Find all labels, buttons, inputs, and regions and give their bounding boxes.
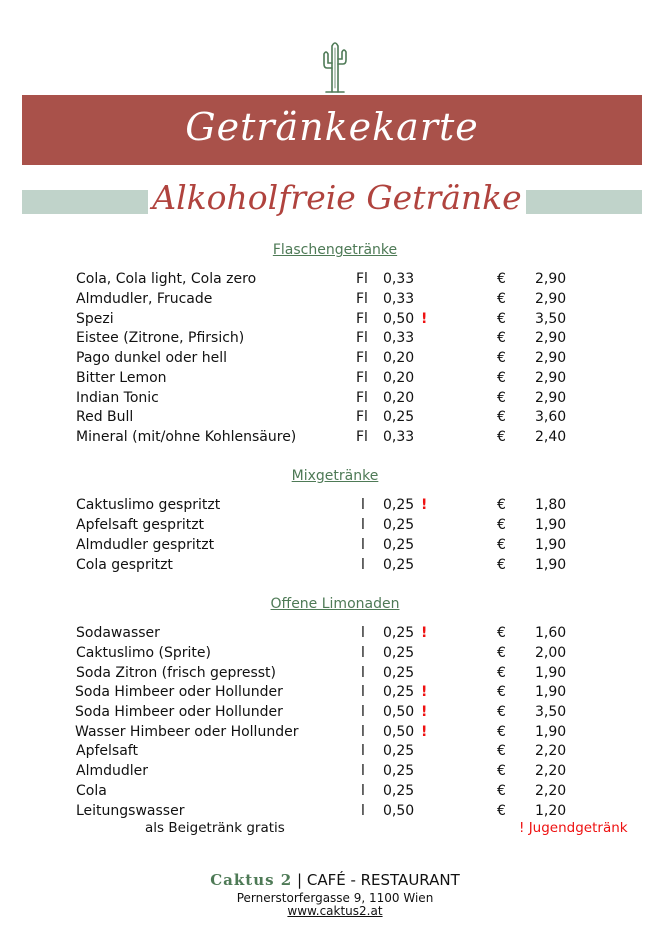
item-price: 1,60 [535, 625, 567, 641]
item-currency: € [497, 517, 506, 533]
item-volume: 0,25 [383, 684, 415, 700]
item-volume: 0,25 [383, 517, 415, 533]
item-price: 1,80 [535, 497, 567, 513]
item-currency: € [497, 783, 506, 799]
item-currency: € [497, 704, 506, 720]
item-unit: Fl [356, 311, 368, 327]
menu-row [0, 741, 670, 761]
note-youth-drink: ! Jugendgetränk [519, 820, 628, 836]
menu-row [0, 328, 670, 348]
item-volume: 0,25 [383, 625, 415, 641]
menu-row [0, 623, 670, 643]
youth-marker: ! [421, 724, 428, 740]
item-name: Soda Himbeer oder Hollunder [75, 704, 283, 720]
item-name: Almdudler, Frucade [76, 291, 213, 307]
page-subtitle: Alkoholfreie Getränke [152, 178, 522, 217]
item-volume: 0,25 [383, 743, 415, 759]
youth-marker: ! [421, 625, 428, 641]
item-currency: € [497, 684, 506, 700]
menu-row [0, 368, 670, 388]
item-currency: € [497, 803, 506, 819]
item-name: Eistee (Zitrone, Pfirsich) [76, 330, 245, 346]
section-title-flaschengetraenke: Flaschengetränke [272, 242, 398, 258]
item-name: Caktuslimo (Sprite) [76, 645, 211, 661]
item-volume: 0,25 [383, 665, 415, 681]
menu-row [0, 388, 670, 408]
menu-row [0, 722, 670, 742]
brand-tagline: CAFÉ - RESTAURANT [306, 871, 460, 889]
item-currency: € [497, 390, 506, 406]
brand-logo: Caktus 2 [210, 871, 293, 889]
section-title-offene-limonaden: Offene Limonaden [270, 596, 400, 612]
item-unit: l [361, 537, 365, 553]
footer-address: Pernerstorfergasse 9, 1100 Wien [236, 891, 434, 905]
menu-row [0, 407, 670, 427]
item-price: 2,90 [535, 350, 567, 366]
item-name: Spezi [76, 311, 114, 327]
menu-row [0, 535, 670, 555]
item-unit: Fl [356, 429, 368, 445]
item-volume: 0,25 [383, 497, 415, 513]
menu-row [0, 801, 670, 821]
title-banner [22, 95, 642, 165]
item-name: Bitter Lemon [76, 370, 167, 386]
item-name: Cola [76, 783, 107, 799]
menu-row [0, 289, 670, 309]
item-volume: 0,25 [383, 409, 415, 425]
item-name: Cola, Cola light, Cola zero [76, 271, 257, 287]
item-name: Sodawasser [76, 625, 160, 641]
item-unit: l [361, 625, 365, 641]
item-price: 2,90 [535, 370, 567, 386]
item-unit: Fl [356, 409, 368, 425]
item-currency: € [497, 271, 506, 287]
item-price: 1,90 [535, 557, 567, 573]
item-price: 3,60 [535, 409, 567, 425]
item-currency: € [497, 370, 506, 386]
menu-row [0, 761, 670, 781]
item-price: 2,20 [535, 743, 567, 759]
item-currency: € [497, 311, 506, 327]
item-volume: 0,25 [383, 763, 415, 779]
decor-bar-right [526, 190, 642, 214]
item-unit: l [361, 645, 365, 661]
item-volume: 0,20 [383, 390, 415, 406]
youth-marker: ! [421, 311, 428, 327]
item-price: 1,90 [535, 684, 567, 700]
youth-marker: ! [421, 684, 428, 700]
item-price: 2,90 [535, 291, 567, 307]
item-volume: 0,20 [383, 370, 415, 386]
item-price: 2,20 [535, 763, 567, 779]
menu-row [0, 427, 670, 447]
item-unit: l [361, 803, 365, 819]
menu-row [0, 309, 670, 329]
item-name: Cola gespritzt [76, 557, 173, 573]
menu-row [0, 663, 670, 683]
item-currency: € [497, 645, 506, 661]
item-volume: 0,50 [383, 803, 415, 819]
item-unit: Fl [356, 330, 368, 346]
item-unit: l [361, 704, 365, 720]
youth-marker: ! [421, 704, 428, 720]
youth-marker: ! [421, 497, 428, 513]
item-volume: 0,33 [383, 429, 415, 445]
page-title: Getränkekarte [185, 105, 479, 149]
item-unit: Fl [356, 271, 368, 287]
item-volume: 0,50 [383, 704, 415, 720]
item-unit: l [361, 724, 365, 740]
item-price: 2,00 [535, 645, 567, 661]
item-unit: l [361, 517, 365, 533]
item-name: Almdudler [76, 763, 149, 779]
item-price: 2,90 [535, 390, 567, 406]
item-unit: Fl [356, 370, 368, 386]
item-volume: 0,25 [383, 645, 415, 661]
menu-row [0, 555, 670, 575]
item-unit: l [361, 497, 365, 513]
item-price: 1,90 [535, 517, 567, 533]
item-currency: € [497, 724, 506, 740]
item-volume: 0,33 [383, 271, 415, 287]
item-unit: Fl [356, 291, 368, 307]
item-currency: € [497, 497, 506, 513]
item-name: Soda Himbeer oder Hollunder [75, 684, 283, 700]
item-currency: € [497, 537, 506, 553]
item-unit: l [361, 665, 365, 681]
section-title-mixgetraenke: Mixgetränke [291, 468, 379, 484]
item-name: Wasser Himbeer oder Hollunder [75, 724, 299, 740]
menu-row [0, 269, 670, 289]
item-name: Indian Tonic [76, 390, 159, 406]
item-currency: € [497, 557, 506, 573]
item-price: 2,40 [535, 429, 567, 445]
item-price: 3,50 [535, 704, 567, 720]
item-currency: € [497, 665, 506, 681]
item-currency: € [497, 330, 506, 346]
item-volume: 0,25 [383, 557, 415, 573]
item-volume: 0,20 [383, 350, 415, 366]
item-price: 3,50 [535, 311, 567, 327]
item-price: 2,90 [535, 330, 567, 346]
item-currency: € [497, 291, 506, 307]
website-link[interactable]: www.caktus2.at [287, 904, 383, 918]
item-unit: l [361, 557, 365, 573]
item-name: Caktuslimo gespritzt [76, 497, 221, 513]
item-unit: l [361, 763, 365, 779]
item-currency: € [497, 350, 506, 366]
item-price: 2,90 [535, 271, 567, 287]
item-currency: € [497, 409, 506, 425]
item-price: 1,90 [535, 724, 567, 740]
item-price: 1,90 [535, 665, 567, 681]
item-name: Almdudler gespritzt [76, 537, 215, 553]
item-unit: l [361, 684, 365, 700]
item-name: Red Bull [76, 409, 134, 425]
item-volume: 0,33 [383, 291, 415, 307]
menu-row [0, 348, 670, 368]
item-volume: 0,33 [383, 330, 415, 346]
item-currency: € [497, 625, 506, 641]
item-currency: € [497, 429, 506, 445]
menu-row [0, 515, 670, 535]
item-volume: 0,25 [383, 537, 415, 553]
item-unit: l [361, 743, 365, 759]
item-price: 2,20 [535, 783, 567, 799]
item-unit: Fl [356, 390, 368, 406]
item-volume: 0,50 [383, 724, 415, 740]
menu-row [0, 682, 670, 702]
cactus-icon [320, 38, 350, 94]
item-currency: € [497, 763, 506, 779]
item-name: Soda Zitron (frisch gepresst) [76, 665, 277, 681]
item-name: Apfelsaft [76, 743, 138, 759]
decor-bar-left [22, 190, 148, 214]
menu-row [0, 495, 670, 515]
item-unit: Fl [356, 350, 368, 366]
item-name: Mineral (mit/ohne Kohlensäure) [76, 429, 297, 445]
item-volume: 0,25 [383, 783, 415, 799]
item-name: Leitungswasser [76, 803, 185, 819]
menu-row [0, 643, 670, 663]
menu-row [0, 781, 670, 801]
item-name: Pago dunkel oder hell [76, 350, 228, 366]
item-price: 1,90 [535, 537, 567, 553]
item-price: 1,20 [535, 803, 567, 819]
footer-brand [0, 871, 670, 889]
item-volume: 0,50 [383, 311, 415, 327]
menu-row [0, 702, 670, 722]
item-unit: l [361, 783, 365, 799]
note-free-with-drink: als Beigetränk gratis [145, 820, 285, 836]
item-currency: € [497, 743, 506, 759]
item-name: Apfelsaft gespritzt [76, 517, 205, 533]
brand-separator: | [297, 871, 303, 889]
